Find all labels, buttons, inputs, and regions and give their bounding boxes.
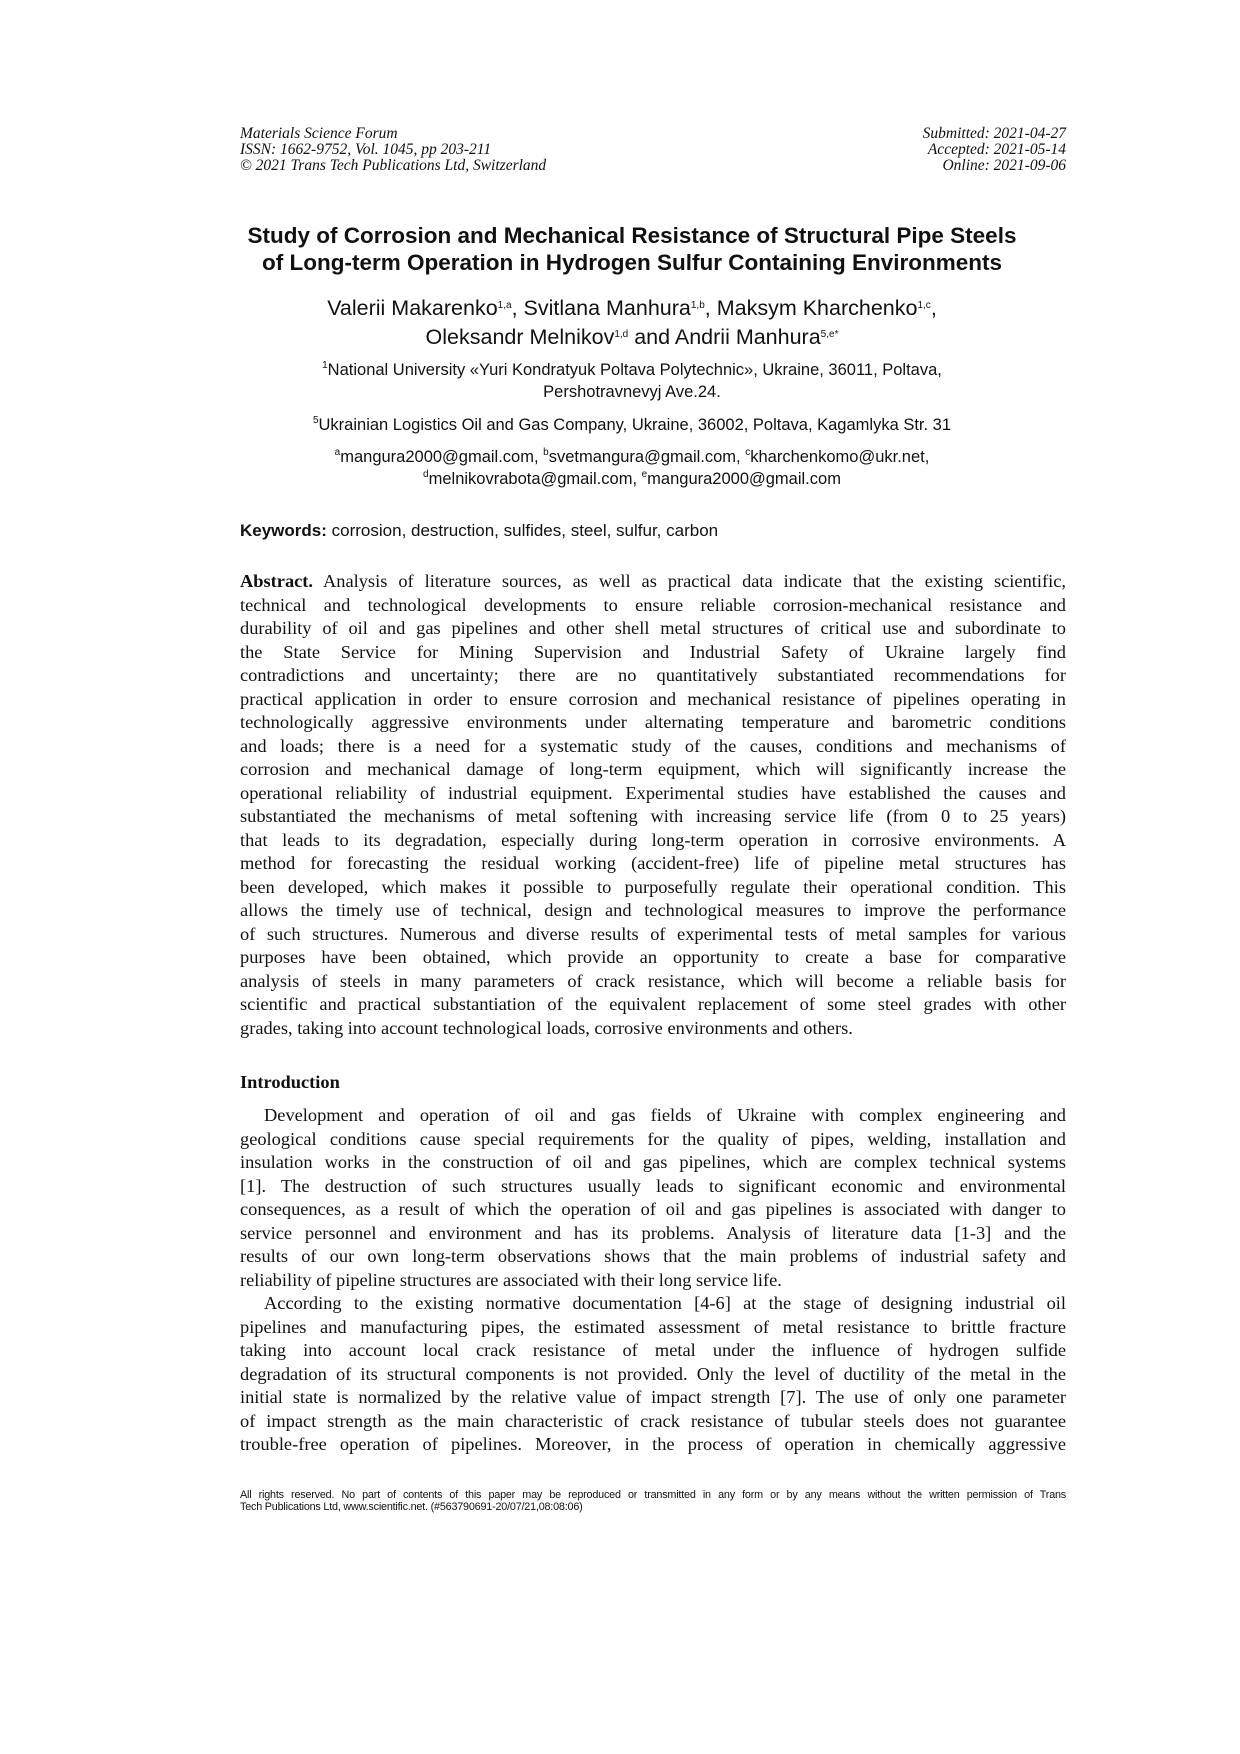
keywords (240, 521, 718, 541)
abstract-line: operational reliability of industrial equipment. Experimental studies have established the causes and (240, 782, 1066, 803)
abstract-line: been developed, which makes it possible to purposefully regulate their operational condition. This (240, 876, 1066, 897)
paragraph (240, 1292, 1066, 1457)
footer-line: All rights reserved. No part of contents of this paper may be reproduced or transmitted in any form or by any means without the written permission of Trans (240, 1489, 1066, 1501)
email-separator: , (632, 470, 642, 488)
email-marker: c (745, 447, 751, 458)
author-affiliation-marker: 1,a (497, 300, 512, 311)
paragraph-line: initial state is normalized by the relative value of impact strength [7]. The use of only one parameter (240, 1387, 1066, 1407)
email-address: svetmangura@gmail.com (548, 448, 737, 466)
online-date: Online: 2021-09-06 (942, 157, 1066, 174)
paragraph-line: [1]. The destruction of such structures usually leads to significant economic and environmental (240, 1175, 1066, 1196)
author-separator: , (704, 296, 717, 320)
paragraph-line: insulation works in the construction of oil and gas pipelines, which are complex technical systems (240, 1152, 1066, 1172)
paragraph-line: service personnel and environment and has its problems. Analysis of literature data [1-3] and the (240, 1222, 1066, 1243)
author-name: Svitlana Manhura (523, 296, 691, 320)
abstract-line: substantiated the mechanisms of metal softening with increasing service life (from 0 to 25 years) (240, 806, 1066, 826)
author-name: Oleksandr Melnikov (425, 325, 615, 349)
abstract-line: scientific and practical substantiation of the equivalent replacement of some steel grades with other (240, 994, 1066, 1014)
paragraph-line: reliability of pipeline structures are associated with their long service life. (240, 1269, 782, 1290)
abstract-line: that leads to its degradation, especially during long-term operation in corrosive environments. A (240, 829, 1066, 850)
email-marker: e (641, 469, 648, 480)
copyright-footer (240, 1489, 1066, 1513)
issn: ISSN: 1662-9752, Vol. 1045, pp 203-211 (240, 141, 492, 158)
abstract-line: method for forecasting the residual working (accident-free) life of pipeline metal structures has (240, 853, 1066, 873)
affiliation-text: Pershotravnevyj Ave.24. (543, 383, 721, 401)
affiliation-text: National University «Yuri Kondratyuk Poltava Polytechnic», Ukraine, 36011, Poltava, (327, 361, 942, 379)
abstract-text: Analysis of literature sources, as well as practical data indicate that the existing scientific, (313, 571, 1066, 591)
paragraph-line: consequences, as a result of which the operation of oil and gas pipelines is associated with danger to (240, 1199, 1066, 1219)
paragraph-line: of impact strength as the main characteristic of crack resistance of tubular steels does not guarantee (240, 1410, 1066, 1431)
accepted-date: Accepted: 2021-05-14 (927, 141, 1066, 158)
author-separator: , (511, 296, 524, 320)
author-name: Andrii Manhura (674, 325, 821, 349)
copyright: © 2021 Trans Tech Publications Ltd, Switzerland (240, 157, 547, 174)
abstract-line: corrosion and mechanical damage of long-term equipment, which will significantly increase the (240, 759, 1066, 779)
affiliation-marker: 5 (312, 415, 319, 426)
email-separator: , (924, 448, 930, 466)
paragraph-line: pipelines and manufacturing pipes, the estimated assessment of metal resistance to brittle fracture (240, 1316, 1066, 1337)
title-line: of Long-term Operation in Hydrogen Sulfur Containing Environments (262, 250, 1002, 275)
keywords-label: Keywords: (240, 521, 327, 540)
email-address: mangura2000@gmail.com (340, 448, 534, 466)
email-marker: d (423, 469, 429, 480)
abstract-line: practical application in order to ensure corrosion and mechanical resistance of pipelines operating in (240, 688, 1066, 709)
email-address: melnikovrabota@gmail.com (428, 470, 633, 488)
journal-name: Materials Science Forum (240, 125, 398, 142)
author-separator: and (628, 325, 675, 349)
paragraph-line: According to the existing normative documentation [4-6] at the stage of designing industrial oil (264, 1293, 1066, 1313)
abstract-line: grades, taking into account technological loads, corrosive environments and others. (240, 1017, 853, 1038)
author-affiliation-marker: 1,d (614, 329, 629, 340)
paragraph (240, 1104, 1066, 1292)
paragraph-line: Development and operation of oil and gas fields of Ukraine with complex engineering and (264, 1105, 1066, 1125)
abstract-line (240, 570, 1066, 594)
abstract-line: and loads; there is a need for a systematic study of the causes, conditions and mechanisms of (240, 735, 1066, 756)
paper-title (200, 222, 1064, 276)
author-separator: , (930, 296, 937, 320)
email-address: mangura2000@gmail.com (647, 470, 841, 488)
submitted-date: Submitted: 2021-04-27 (922, 125, 1066, 142)
footer-line: Tech Publications Ltd, www.scientific.net. (#563790691-20/07/21,08:08:06) (240, 1501, 583, 1513)
abstract-label: Abstract. (240, 571, 314, 591)
paragraph-line: trouble-free operation of pipelines. Moreover, in the process of operation in chemically aggressive (240, 1434, 1066, 1454)
email-separator: , (533, 448, 544, 466)
author-line (200, 323, 1064, 352)
paragraph-line: taking into account local crack resistance of metal under the influence of hydrogen sulfide (240, 1340, 1066, 1360)
paragraph-line: geological conditions cause special requirements for the quality of pipes, welding, installation and (240, 1128, 1066, 1149)
section-heading: Introduction (240, 1072, 340, 1092)
publication-dates (923, 126, 1066, 174)
author-line (200, 294, 1064, 323)
email-marker: a (334, 447, 341, 458)
abstract-line: allows the timely use of technical, design and technological measures to improve the performance (240, 900, 1066, 920)
paragraph-line: results of our own long-term observations shows that the main problems of industrial safety and (240, 1246, 1066, 1266)
abstract-line: analysis of steels in many parameters of crack resistance, which will become a reliable basis for (240, 970, 1066, 991)
keywords-text: corrosion, destruction, sulfides, steel, sulfur, carbon (326, 521, 719, 540)
abstract-line: contradictions and uncertainty; there are no quantitatively substantiated recommendations for (240, 665, 1066, 685)
author-name: Valerii Makarenko (327, 296, 498, 320)
abstract-line: technical and technological developments to ensure reliable corrosion-mechanical resistance and (240, 594, 1066, 615)
abstract-line: of such structures. Numerous and diverse results of experimental tests of metal samples for various (240, 923, 1066, 944)
affiliation-text: Ukrainian Logistics Oil and Gas Company, Ukraine, 36002, Poltava, Kagamlyka Str. 31 (318, 416, 952, 434)
email-separator: , (736, 448, 746, 466)
affiliation-marker: 1 (322, 360, 328, 371)
email-list (200, 446, 1064, 490)
abstract-line: purposes have been obtained, which provide an opportunity to create a base for comparative (240, 947, 1066, 967)
abstract (240, 570, 1066, 1040)
abstract-line: durability of oil and gas pipelines and other shell metal structures of critical use and subordinate to (240, 618, 1066, 638)
abstract-line: technologically aggressive environments under alternating temperature and barometric conditions (240, 712, 1066, 732)
email-marker: b (543, 447, 549, 458)
author-affiliation-marker: 1,b (690, 300, 705, 311)
affiliation-1 (200, 359, 1064, 403)
email-address: kharchenkomo@ukr.net (750, 448, 925, 466)
title-line: Study of Corrosion and Mechanical Resistance of Structural Pipe Steels (247, 223, 1017, 248)
author-name: Maksym Kharchenko (716, 296, 918, 320)
affiliation-5 (200, 414, 1064, 436)
author-affiliation-marker: 5,e* (820, 329, 839, 340)
introduction-section (240, 1071, 1066, 1457)
journal-info (240, 126, 546, 174)
author-list (200, 294, 1064, 352)
author-affiliation-marker: 1,c (917, 300, 931, 311)
abstract-line: the State Service for Mining Supervision and Industrial Safety of Ukraine largely find (240, 641, 1066, 662)
paragraph-line: degradation of its structural components is not provided. Only the level of ductility of the metal in the (240, 1363, 1066, 1384)
